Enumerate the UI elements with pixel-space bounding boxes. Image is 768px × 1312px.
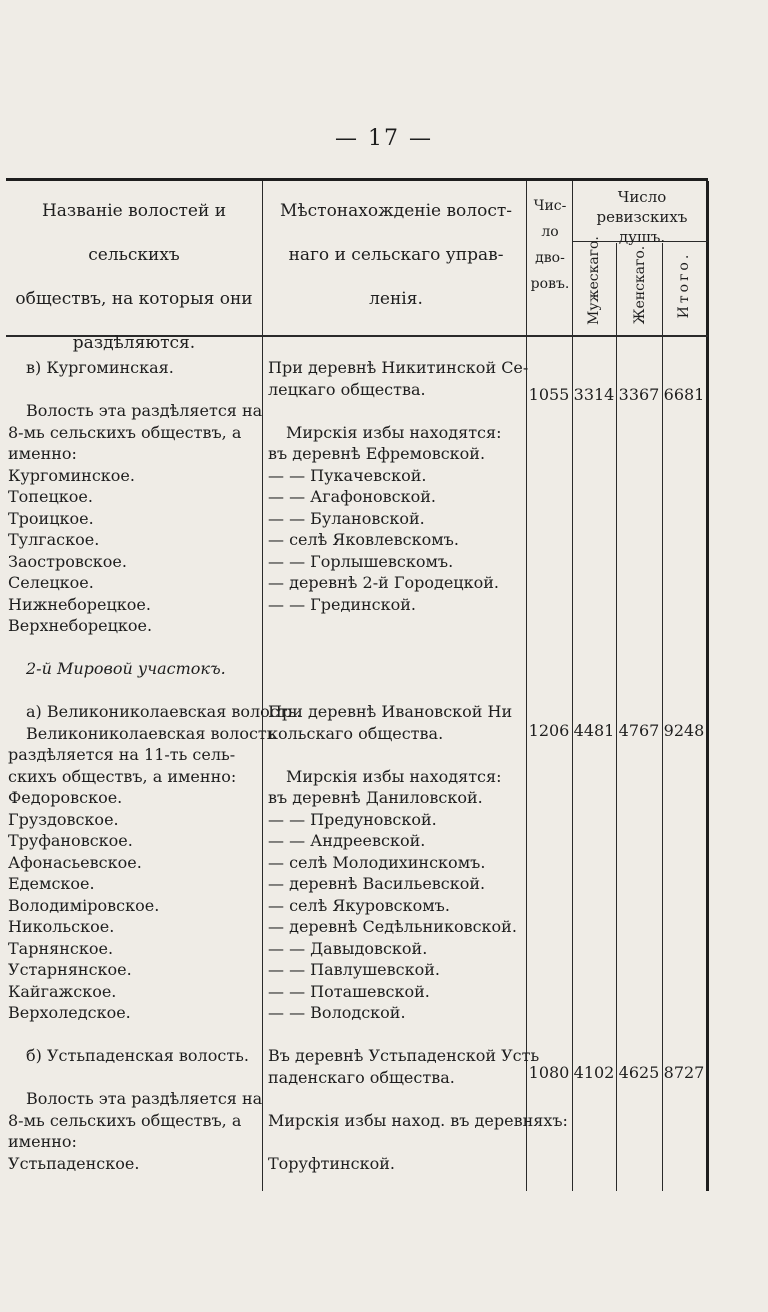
households-value: 1080 [528,1063,570,1082]
rule-col3 [572,181,573,1191]
text-line: — селѣ Молодихинскомъ. [268,852,486,872]
text-line: Устарнянское. [8,960,132,979]
text-line: Верхнеборецкое. [8,616,153,635]
text-line: При деревнѣ Ивановской Ни [268,702,513,721]
text-line: Кайгажское. [8,981,117,1001]
text-line: Топецкое. [8,487,93,506]
text-line: Торуфтинской. [268,1153,396,1173]
header-col2 [264,189,528,321]
male-value: 3314 [573,385,615,404]
text-line: Володиміровское. [8,895,160,915]
header-col1-line: обществъ, на которыя они [15,289,253,309]
text-line [8,379,301,401]
text-line: 8-мь сельскихъ обществъ, а [8,1110,242,1130]
text-line [268,1131,568,1153]
text-line [8,1067,301,1089]
text-line [268,680,568,702]
text-line: кольскаго общества. [268,723,444,743]
text-line: Великониколаевская волость [26,723,276,743]
header-col3-line: дво- [535,250,565,266]
text-line [8,637,301,659]
text-line [268,615,568,637]
header-col3 [528,193,572,297]
text-line: Труфановское. [8,831,133,850]
text-line [268,744,568,766]
text-line [8,1024,301,1046]
text-line: Устьпаденское. [8,1153,140,1173]
text-line: — деревнѣ Седѣльниковской. [268,917,517,936]
text-line: — — Поташевской. [268,981,430,1001]
rule-right [706,181,709,1191]
text-line: Нижнеборецкое. [8,594,151,614]
text-line: а) Великониколаевская волость. [26,702,302,721]
text-line [268,1088,568,1110]
text-line: Мирскія избы находятся: [286,766,502,786]
text-line: — — Павлушевской. [268,960,440,979]
header-col1 [6,189,262,365]
text-line: — селѣ Якуровскомъ. [268,895,450,915]
text-line: раздѣляется на 11-ть сель- [8,745,236,764]
female-value: 3367 [618,385,660,404]
text-line: — — Агафоновской. [268,487,437,506]
text-line: — — Предуновской. [268,809,437,829]
column-names [8,357,301,1174]
total-value: 6681 [663,385,705,404]
total-value: 8727 [663,1063,705,1082]
text-line: въ деревнѣ Ефремовской. [268,444,486,463]
text-line: Федоровское. [8,788,123,807]
text-line: 2-й Мировой участокъ. [26,659,226,678]
text-line [268,658,568,680]
text-line: Никольское. [8,917,115,936]
male-value: 4102 [573,1063,615,1082]
total-value: 9248 [663,721,705,740]
households-value: 1055 [528,385,570,404]
header-col3-line: ло [541,224,559,240]
text-line [268,400,568,422]
text-line: Едемское. [8,874,95,893]
header-col4-line: душъ. [618,228,666,246]
text-line: в) Кургоминская. [26,358,174,377]
text-line: Волость эта раздѣляется на [26,401,263,420]
text-line: именно: [8,1132,77,1151]
text-line: Афонасьевское. [8,852,142,872]
text-line: — — Давыдовской. [268,938,428,958]
header-col1-line: раздѣляются. [72,333,196,353]
text-line: — — Горлышевскомъ. [268,551,454,571]
text-line: Троицкое. [8,508,94,528]
text-line: — — Булановской. [268,508,425,528]
female-value: 4625 [618,1063,660,1082]
header-col3-line: Чис- [533,198,567,214]
text-line [268,637,568,659]
text-line: Тарнянское. [8,938,114,958]
text-line: — — Володской. [268,1003,406,1022]
text-line [8,680,301,702]
text-line: 8-мь сельскихъ обществъ, а [8,422,242,442]
header-col1-line: Названіе волостей и сельскихъ [41,201,227,265]
header-col2-line: ленія. [369,289,423,309]
text-line: — — Грединской. [268,594,416,614]
text-line: — деревнѣ 2-й Городецкой. [268,573,499,592]
text-line: Волость эта раздѣляется на [26,1089,263,1108]
text-line: б) Устьпаденская волость. [26,1046,249,1065]
female-value: 4767 [618,721,660,740]
text-line: — — Андреевской. [268,831,426,850]
header-total: Итого. [676,251,692,319]
text-line: Мирскія избы наход. въ деревняхъ: [268,1110,568,1130]
text-line: въ деревнѣ Даниловской. [268,788,483,807]
text-line: паденскаго общества. [268,1067,455,1087]
text-line: Кургоминское. [8,465,135,485]
header-col2-line: Мѣстонахожденіе волост- [279,201,512,221]
column-locations [268,357,568,1174]
text-line: лецкаго общества. [268,379,426,399]
text-line: Заостровское. [8,551,127,571]
text-line: При деревнѣ Никитинской Се- [268,358,529,377]
text-line: Тулгаское. [8,530,100,549]
text-line: — селѣ Яковлевскомъ. [268,530,459,549]
census-table [6,178,708,1191]
header-female: Женскаго. [632,245,648,325]
header-col3-line: ровъ. [530,276,570,292]
text-line: Верхоледское. [8,1003,131,1022]
text-line [268,1024,568,1046]
male-value: 4481 [573,721,615,740]
header-col2-line: наго и сельскаго управ- [288,245,504,265]
text-line: скихъ обществъ, а именно: [8,766,237,786]
header-col4-line: Число ревизскихъ [596,188,688,226]
text-line: Мирскія избы находятся: [286,422,502,442]
header-male: Мужескаго. [586,236,602,325]
text-line: — деревнѣ Васильевской. [268,874,486,893]
text-line: — — Пукачевской. [268,465,427,485]
text-line: именно: [8,444,77,463]
households-value: 1206 [528,721,570,740]
page-number: — 17 — [335,126,433,151]
text-line: Селецкое. [8,573,94,592]
text-line: Въ деревнѣ Устьпаденской Усть [268,1046,540,1065]
text-line: Груздовское. [8,809,119,829]
